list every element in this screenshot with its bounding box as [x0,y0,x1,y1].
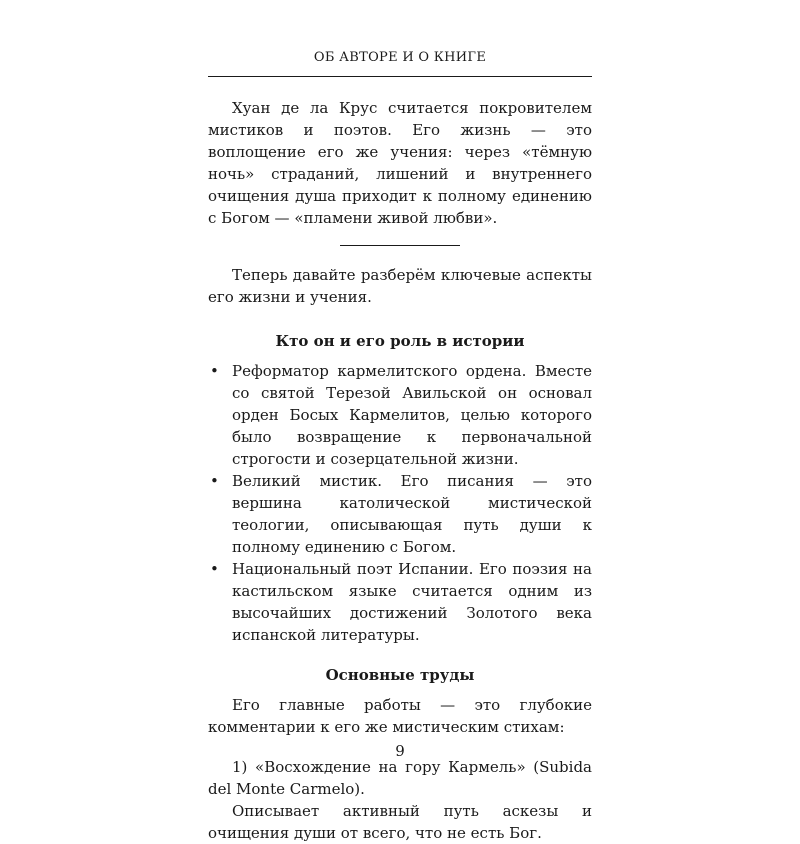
bullet-item [208,470,592,558]
works-intro-paragraph: Его главные работы — это глубокие комментарии к его же мистическим стихам: [208,696,592,736]
bullet-icon: • [210,362,219,380]
section-heading-role: Кто он и его роль в истории [275,332,525,350]
role-bullet-list [208,360,592,646]
work-title-1: 1) «Восхождение на гору Кармель» (Subida del Monte Carmelo). [208,758,592,798]
bullet-item [208,360,592,470]
bullet-text: Реформатор кармелитского ордена. Вместе со святой Терезой Авильской он основал орден Босых Кармелитов, целью которого было возвращение к первоначальной строгости и созерцательной жизни. [232,362,592,468]
section-heading-works: Основные труды [325,666,475,684]
work-description-1: Описывает активный путь аскезы и очищения души от всего, что не есть Бог. [208,802,592,842]
bullet-icon: • [210,560,219,578]
bullet-item [208,558,592,646]
running-head: ОБ АВТОРЕ И О КНИГЕ [313,50,487,65]
intro-paragraph: Хуан де ла Крус считается покровителем мистиков и поэтов. Его жизнь — это воплощение его же учения: через «тёмную ночь» страданий, лишений и внутреннего очищения душа приходит к полному единению с Богом — «пламени живой любви». [208,99,592,227]
header-rule [208,76,592,77]
bullet-text: Великий мистик. Его писания — это вершина католической мистической теологии, описывающая путь души к полному единению с Богом. [232,472,592,556]
section-separator [340,245,460,246]
transition-paragraph: Теперь давайте разберём ключевые аспекты его жизни и учения. [208,266,592,306]
bullet-text: Национальный поэт Испании. Его поэзия на кастильском языке считается одним из высочайших достижений Золотого века испанской литературы. [232,560,592,644]
body-text [208,97,592,844]
bullet-icon: • [210,472,219,490]
page-number: 9 [395,742,405,760]
book-page [208,40,592,842]
